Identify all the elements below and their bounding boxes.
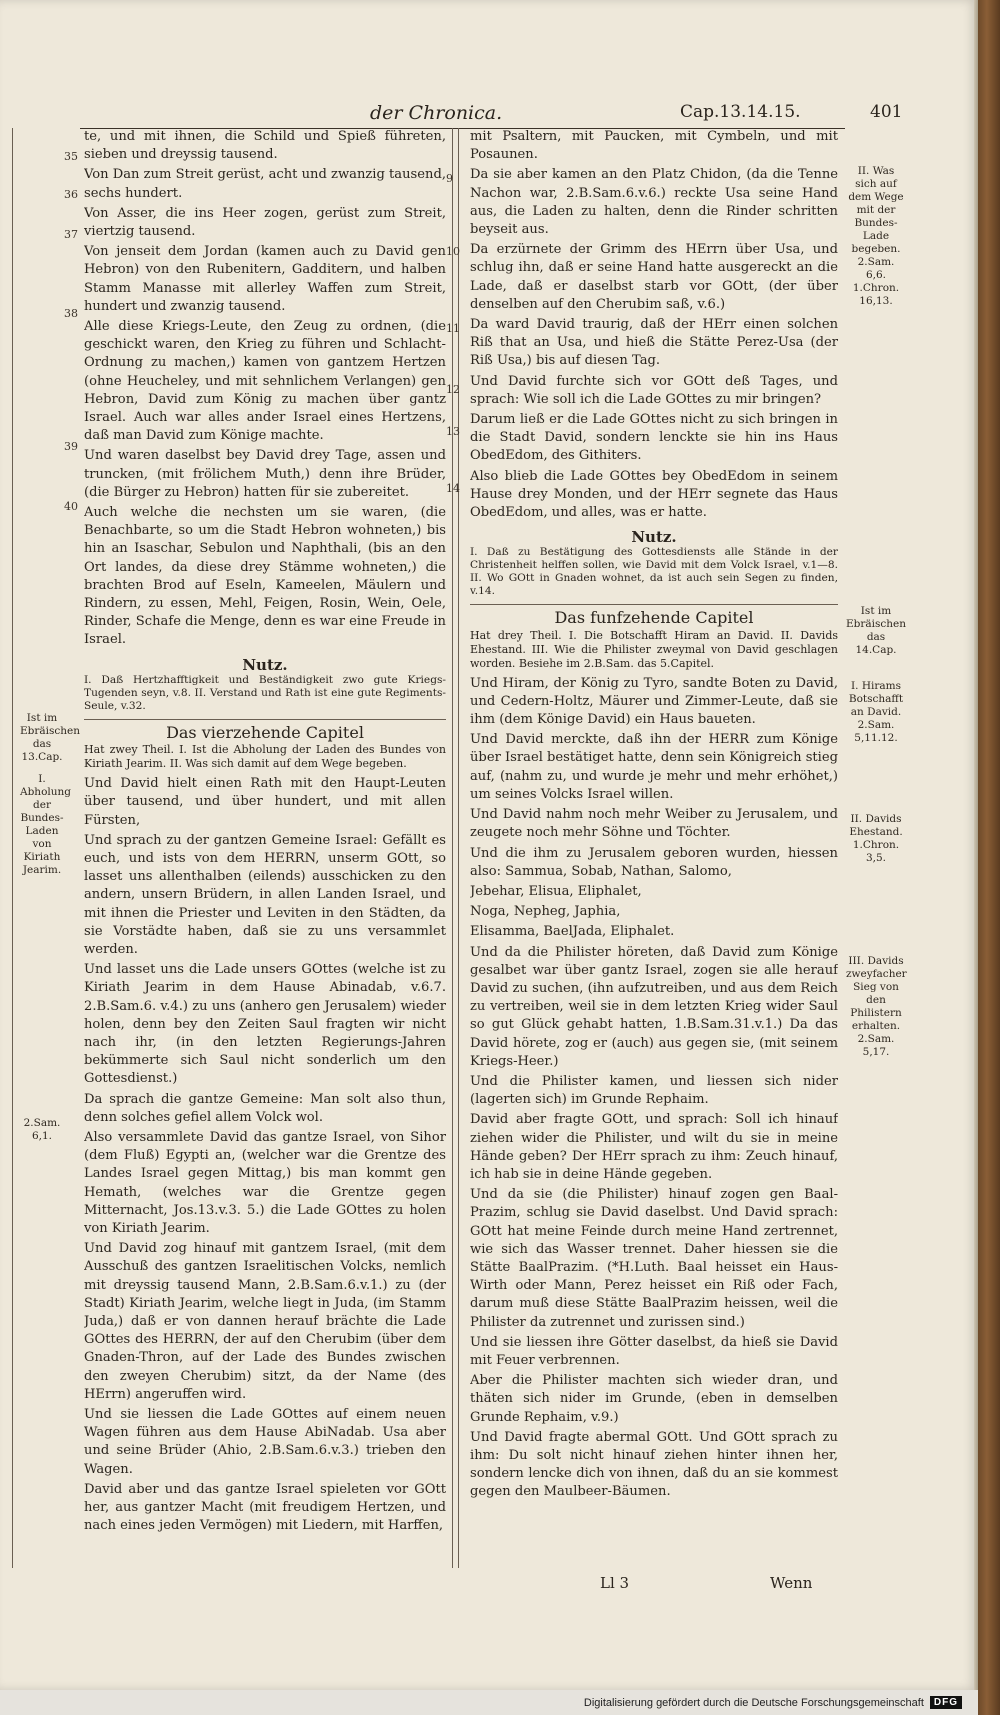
- verse: [84, 166, 446, 202]
- verse: [84, 1481, 446, 1536]
- verse-text: Und David zog hinauf mit gantzem Israel, (mit dem Ausschuß des gantzen Israelitischen Volcks, nemlich mit dreyssig tausend Mann, 2.B.Sam.6.v.1.) zu (der Stadt) Kiriath Jearim, welche liegt in Juda, (im Stamm Juda,) daß er von dannen herauf brächte die Lade GOttes des HERRN, der auf den Cherubim (über dem Gnaden-Thron, auf der Lade des Bundes zwischen den zweyen Cherubim) sitzt, da der Name (des HErrn) angeruffen wird.: [84, 1241, 446, 1402]
- verse-text: te, und mit ihnen, die Schild und Spieß führeten, sieben und dreyssig tausend.: [84, 129, 446, 163]
- verse: [84, 1091, 446, 1127]
- chapter-summary: Hat drey Theil. I. Die Botschafft Hiram an David. II. Davids Ehestand. III. Wie die Philister zweymal von David geschlagen worden. Besiehe im 2.B.Sam. das 5.Capitel.: [470, 628, 838, 670]
- verse: [470, 468, 838, 523]
- verse: [470, 903, 838, 921]
- verse: [470, 944, 838, 1071]
- verse: [470, 1372, 838, 1427]
- nutz-text: I. Daß zu Bestätigung des Gottesdiensts alle Stände in der Christenheit helffen sollen, wie David mit dem Volck Israel, v.1—8. II. Wo GOtt in Gnaden wohnet, da ist auch sein Segen zu finden, v.14.: [470, 546, 838, 598]
- chapter-summary: Hat zwey Theil. I. Ist die Abholung der Laden des Bundes von Kiriath Jearim. II. Was sich damit auf dem Wege begeben.: [84, 743, 446, 771]
- verse-text: Also blieb die Lade GOttes bey ObedEdom in seinem Hause drey Monden, und der HErr segnete das Haus ObedEdom, und alles, was er hatte.: [470, 468, 838, 521]
- verse: [84, 205, 446, 241]
- verse-text: David aber fragte GOtt, und sprach: Soll ich hinauf ziehen wider die Philister, und wilt du sie in meine Hände geben? Der HErr sprach zu ihm: Zeuch hinauf, ich hab sie in deine Hände gegeben.: [470, 1112, 838, 1182]
- verse: [84, 504, 446, 650]
- margin-note: I. Hirams Botschafft an David. 2.Sam. 5,11.12.: [848, 680, 904, 744]
- verse-text: Von jenseit dem Jordan (kamen auch zu David gen Hebron) von den Rubenitern, Gadditern, und halben Stamm Manasse mit allerley Waffen zum Streit, hundert und zwanzig tausend.: [84, 244, 446, 314]
- verse: [470, 883, 838, 901]
- left-verses-top: [84, 128, 446, 650]
- verse-text: Auch welche die nechsten um sie waren, (die Benachbarte, so um die Stadt Hebron wohneten,) bis hin an Isaschar, Sebulon und Naphthali, (bis an den Ort landes, da diese drey Stämme wohneten,) die brachten Brod auf Eseln, Kameelen, Mäulern und Rindern, zu essen, Mehl, Feigen, Rosin, Wein, Oele, Rinder, Schafe die Menge, denn es war eine Freude in Israel.: [84, 505, 446, 648]
- chapter-title: Das funfzehende Capitel: [470, 604, 838, 627]
- verse: [470, 128, 838, 164]
- verse: [470, 316, 838, 371]
- margin-note: 2.Sam. 6,1.: [23, 1117, 61, 1142]
- verse: [470, 411, 838, 466]
- margin-note: II. Davids Ehestand. 1.Chron. 3,5.: [849, 813, 903, 864]
- verse-text: Darum ließ er die Lade GOttes nicht zu sich bringen in die Stadt David, sondern lenckte sie hin ins Haus ObedEdom, des Githiters.: [470, 412, 838, 464]
- verse-text: Und die ihm zu Jerusalem geboren wurden, hiessen also: Sammua, Sobab, Nathan, Salomo,: [470, 845, 838, 879]
- nutz-heading: Nutz.: [631, 528, 677, 547]
- verse: [84, 318, 446, 445]
- right-verses: [470, 675, 838, 1502]
- verse-number: 13: [446, 425, 460, 438]
- verse-text: Da sprach die gantze Gemeine: Man solt also thun, denn solches gefiel allem Volck wol.: [84, 1091, 446, 1125]
- dfg-logo: DFG: [930, 1696, 962, 1709]
- verse: [84, 447, 446, 502]
- verse: [84, 775, 446, 830]
- verse-text: Und David hielt einen Rath mit den Haupt-Leuten über tausend, und über hundert, und mit allen Fürsten,: [84, 776, 446, 828]
- right-verses-top: [470, 128, 838, 522]
- verse: [84, 1129, 446, 1238]
- verse-number: 9: [446, 172, 453, 185]
- margin-note: Ist im Ebräischen das 13.Cap.: [20, 712, 81, 763]
- verse-text: Elisamma, BaelJada, Eliphalet.: [470, 924, 675, 940]
- verse-number: 12: [446, 383, 460, 396]
- verse: [470, 241, 838, 314]
- verse-text: Und sprach zu der gantzen Gemeine Israel: Gefällt es euch, und ists von dem HERRN, unserm GOtt, so lasset uns allenthalben (eilends) ausschicken zu den andern, unsern Brüdern, in allen Landen Israel, und mit ihnen die Priester und Leviten in den Städten, da sie Vorstädte haben, daß sie zu uns versammlet werden.: [84, 832, 446, 957]
- signature-mark: Ll 3: [600, 1574, 630, 1592]
- margin-note: I. Abholung der Bundes-Laden von Kiriath Jearim.: [20, 773, 71, 876]
- right-column: [470, 128, 838, 1566]
- verse-text: Und die Philister kamen, und liessen sich nider (lagerten sich) im Grunde Rephaim.: [470, 1073, 838, 1108]
- margin-note: Ist im Ebräischen das 14.Cap.: [846, 605, 907, 656]
- verse-number: 10: [446, 245, 460, 258]
- verse: [470, 373, 838, 409]
- verse: [470, 1111, 838, 1184]
- verse-text: David aber und das gantze Israel spieleten vor GOtt her, aus gantzer Macht (mit freudigem Hertzen, und nach eines jeden Vermögen) mit Liedern, mit Harffen,: [84, 1481, 446, 1534]
- page-number: 401: [870, 102, 903, 122]
- verse-text: Und waren daselbst bey David drey Tage, assen und truncken, (mit frölichem Muth,) denn ihre Brüder, (die Bürger zu Hebron) hatten für sie zubereitet.: [84, 448, 446, 500]
- verse-number: 14: [446, 482, 460, 495]
- verse: [470, 675, 838, 730]
- verse-text: Jebehar, Elisua, Eliphalet,: [470, 883, 642, 899]
- margin-note: II. Was sich auf dem Wege mit der Bundes-Lade begeben. 2.Sam. 6,6. 1.Chron. 16,13.: [848, 165, 904, 307]
- chapter-title: Das vierzehende Capitel: [84, 719, 446, 742]
- verse: [470, 923, 838, 941]
- verse-number: 36: [64, 188, 78, 201]
- verse-text: mit Psaltern, mit Paucken, mit Cymbeln, und mit Posaunen.: [470, 129, 838, 163]
- left-verses: [84, 775, 446, 1535]
- verse-number: 40: [64, 500, 78, 513]
- verse-number: 39: [64, 440, 78, 453]
- verse: [470, 166, 838, 239]
- verse: [470, 1186, 838, 1332]
- verse-number: 38: [64, 307, 78, 320]
- page-edges: [974, 0, 978, 1715]
- verse: [470, 731, 838, 804]
- book-spine: [978, 0, 1000, 1715]
- verse-text: Und David furchte sich vor GOtt deß Tages, und sprach: Wie soll ich die Lade GOttes zu mir bringen?: [470, 373, 838, 407]
- running-header: [80, 98, 903, 129]
- verse-text: Da sie aber kamen an den Platz Chidon, (da die Tenne Nachon war, 2.B.Sam.6.v.6.) reckte Usa seine Hand aus, die Laden zu halten, denn die Rinder schritten beyseit aus.: [470, 167, 838, 238]
- nutz-heading: Nutz.: [242, 655, 288, 674]
- verse-text: Alle diese Kriegs-Leute, den Zeug zu ordnen, (die geschickt waren, den Krieg zu führen und Schlacht-Ordnung zu machen,) kamen von gantzem Hertzen (ohne Heucheley, und mit sehnlichem Verlangen) gen Hebron, David zum König zu machen über gantz Israel. Auch war alles ander Israel eines Hertzens, daß man David zum Könige machte.: [84, 319, 446, 444]
- verse-text: Und Hiram, der König zu Tyro, sandte Boten zu David, und Cedern-Holtz, Mäurer und Zimmer-Leute, daß sie ihm (dem Könige David) ein Haus baueten.: [470, 675, 838, 728]
- verse-text: Noga, Nepheg, Japhia,: [470, 904, 621, 920]
- verse-text: Und David merckte, daß ihn der HERR zum Könige über Israel bestätiget hatte, denn sein Königreich stieg auf, (nahm zu, und wurde je mehr und mehr erhöhet,) um seines Volcks Israel willen.: [470, 732, 838, 802]
- verse-text: Und da die Philister höreten, daß David zum Könige gesalbet war über gantz Israel, zogen sie alle herauf David zu suchen, (ihn aufzutreiben, und aus dem Reich zu vertreiben, weil sie in dem letzten Krieg wider Saul so gut Glück gehabt hatten, 1.B.Sam.31.v.1.) Da das David hörete, zog er (auch) aus gegen sie, (mit seinem Kriegs-Heer.): [470, 944, 838, 1069]
- verse-text: Da erzürnete der Grimm des HErrn über Usa, und schlug ihn, daß er seine Hand hatte ausgereckt an die Lade, daß er daselbst starb vor GOtt, (der über denselben auf den Cherubim saß, v.6.): [470, 242, 838, 312]
- verse-text: Von Dan zum Streit gerüst, acht und zwanzig tausend, sechs hundert.: [84, 167, 446, 201]
- nutz-text: I. Daß Hertzhafftigkeit und Beständigkeit zwo gute Kriegs-Tugenden seyn, v.8. II. Verstand und Rath ist eine gute Regiments-Seule, v.32.: [84, 673, 446, 712]
- verse-text: Und David fragte abermal GOtt. Und GOtt sprach zu ihm: Du solt nicht hinauf ziehen hinter ihnen her, sondern lencke dich von ihnen, daß du an sie kommest gegen den Maulbeer-Bäumen.: [470, 1429, 838, 1500]
- verse-text: Also versammlete David das gantze Israel, von Sihor (dem Fluß) Egypti an, (welcher war die Grentze des Landes Israel gegen Mittag,) bis man kommt gen Hemath, (welches war die Grentze gegen Mitternacht, Jos.13.v.3. 5.) die Lade GOttes zu holen von Kiriath Jearim.: [84, 1129, 446, 1236]
- margin-note: III. Davids zweyfacher Sieg von den Philistern erhalten. 2.Sam. 5,17.: [846, 955, 907, 1058]
- verse: [470, 1073, 838, 1109]
- verse: [470, 806, 838, 842]
- verse-text: Und lasset uns die Lade unsers GOttes (welche ist zu Kiriath Jearim in dem Hause Abinadab, v.6.7. 2.B.Sam.6. v.4.) zu uns (anhero gen Jerusalem) wieder holen, denn bey den Zeiten Saul fragten wir nicht nach ihr, (in den letzten Regierungs-Jahren bekümmerte sich Saul nicht sonderlich um den Gottesdienst.): [84, 962, 446, 1087]
- verse: [84, 961, 446, 1088]
- verse-number: 11: [446, 322, 460, 335]
- verse: [84, 1240, 446, 1404]
- verse: [470, 1334, 838, 1370]
- verse: [84, 1406, 446, 1479]
- verse-text: Und da sie (die Philister) hinauf zogen gen Baal-Prazim, schlug sie David daselbst. Und David sprach: GOtt hat meine Feinde durch meine Hand zertrennet, wie sich das Wasser trennet. Daher hiessen sie die Stätte BaalPrazim. (*H.Luth. Baal heisset ein Haus-Wirth oder Mann, Perez heisset ein Riß oder Fach, darum muß diese Stätte BaalPrazim heissen, weil die Philister da zutrennet und zurissen sind.): [470, 1187, 838, 1330]
- catchword: Wenn: [770, 1574, 813, 1592]
- footer-text: Digitalisierung gefördert durch die Deutsche Forschungsgemeinschaft: [583, 1696, 924, 1709]
- verse: [84, 243, 446, 316]
- verse-text: Und sie liessen ihre Götter daselbst, da hieß sie David mit Feuer verbrennen.: [470, 1334, 838, 1368]
- column-rule: [458, 128, 459, 1568]
- verse-text: Aber die Philister machten sich wieder dran, und thäten sich nider im Grunde, (eben in demselben Grunde Rephaim, v.9.): [470, 1373, 838, 1425]
- column-rule: [452, 128, 453, 1568]
- verse-text: Von Asser, die ins Heer zogen, gerüst zum Streit, viertzig tausend.: [84, 205, 446, 240]
- verse: [470, 845, 838, 881]
- verse-text: Und David nahm noch mehr Weiber zu Jerusalem, und zeugete noch mehr Söhne und Töchter.: [470, 807, 838, 841]
- verse-text: Da ward David traurig, daß der HErr einen solchen Riß that an Usa, und hieß die Stätte Perez-Usa (der Riß Usa,) bis auf diesen Tag.: [470, 317, 838, 369]
- left-column: [84, 128, 446, 1566]
- verse: [84, 128, 446, 164]
- verse-number: 37: [64, 228, 78, 241]
- header-chapters: Cap.13.14.15.: [680, 102, 801, 122]
- verse-text: Und sie liessen die Lade GOttes auf einem neuen Wagen führen aus dem Hause AbiNadab. Usa aber und seine Brüder (Ahio, 2.B.Sam.6.v.3.) trieben den Wagen.: [84, 1407, 446, 1477]
- header-title: der Chronica.: [370, 102, 503, 124]
- verse: [470, 1429, 838, 1502]
- verse-number: 35: [64, 150, 78, 163]
- verse: [84, 832, 446, 959]
- footer-bar: [0, 1690, 978, 1715]
